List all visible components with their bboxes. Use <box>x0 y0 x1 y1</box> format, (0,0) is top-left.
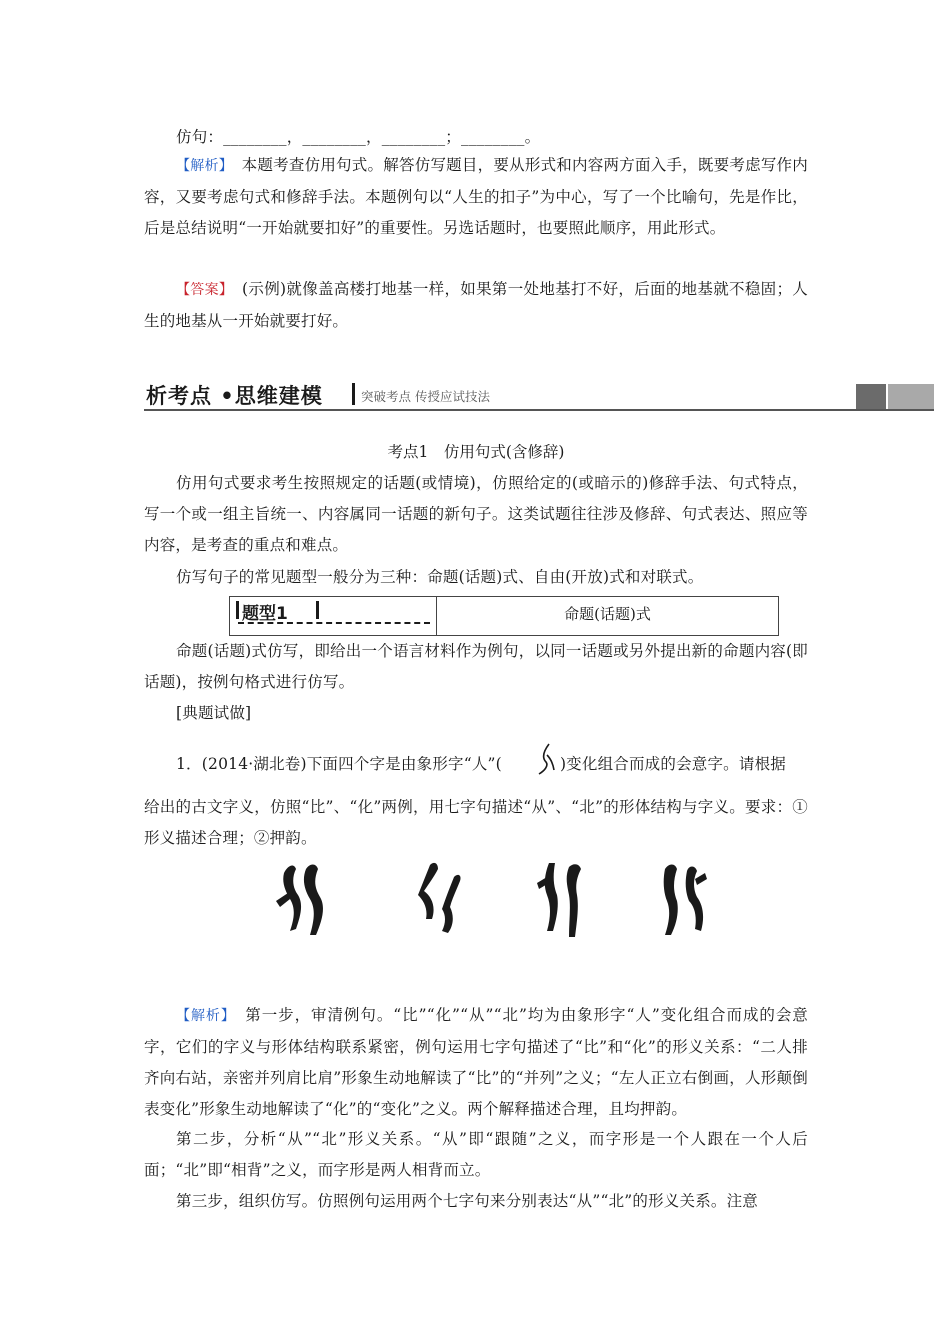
header-dark-block <box>856 384 886 410</box>
dianti-label: [典题试做] <box>176 704 252 722</box>
bei-glyph-icon <box>664 865 707 936</box>
kaodian-paragraph-2: 仿写句子的常见题型一般分为三种：命题(话题)式、自由(开放)式和对联式。 <box>176 568 704 586</box>
question-type-label-cell <box>230 597 437 635</box>
question-type-label: 题型1 <box>242 604 288 624</box>
question-1-after: )变化组合而成的会意字。请根据 <box>559 755 786 773</box>
question-1-line-2: 给出的古文字义，仿照“比”、“化”两例，用七字句描述“从”、“北”的形体结构与字义。要求：①形义描述合理；②押韵。 <box>144 798 808 847</box>
analysis-text: 本题考查仿用句式。解答仿写题目，要从形式和内容两方面入手，既要考虑写作内容，又要考虑句式和修辞手法。本题例句以“人生的扣子”为中心，写了一个比喻句，先是作比，后是总结说明“一开始就要扣好”的重要性。另选话题时，也要照此顺序，用此形式。 <box>144 156 808 237</box>
type-bar-left <box>236 601 239 619</box>
kaodian-title: 考点1 仿用句式(含修辞) <box>387 443 565 461</box>
section-subtitle: 突破考点 传授应试技法 <box>361 389 490 404</box>
cong-glyph-icon <box>537 863 581 937</box>
answer-tag: 【答案】 <box>176 282 227 298</box>
type-bar-right <box>316 601 319 619</box>
kaodian-paragraph-1: 仿用句式要求考生按照规定的话题(或情境)，仿照给定的(或暗示的)修辞手法、句式特点，写一个或一组主旨统一、内容属同一话题的新句子。这类试题往往涉及修辞、句式表达、照应等内容，是考查的重点和难点。 <box>144 474 808 554</box>
analysis2-text-1: 第一步，审清例句。“比”“化”“从”“北”均为由象形字“人”变化组合而成的会意字，它们的字义与形体结构联系紧密，例句运用七字句描述了“比”和“化”的形义关系：“二人排齐向右站，亲密并列肩比肩”形象生动地解读了“比”的“并列”之义；“左人正立右倒画，人形颠倒表变化”形象生动地解读了“化”的“变化”之义。两个解释描述合理，且均押韵。 <box>144 1006 808 1118</box>
question-type-name: 命题(话题)式 <box>564 605 651 623</box>
analysis2-paragraph-3: 第三步，组织仿写。仿照例句运用两个七字句来分别表达“从”“北”的形义关系。注意 <box>176 1192 758 1210</box>
analysis-paragraph <box>144 150 808 244</box>
type-dashed-rule <box>238 622 430 624</box>
question-type-box <box>229 596 779 636</box>
answer-paragraph <box>144 274 808 337</box>
kaodian-paragraph-3: 命题(话题)式仿写，即给出一个语言材料作为例句，以同一话题或另外提出新的命题内容(即话题)，按例句格式进行仿写。 <box>144 642 808 691</box>
section-separator <box>352 383 355 405</box>
hua-glyph-icon <box>418 863 461 933</box>
analysis2-tag: 【解析】 <box>176 1008 229 1024</box>
ren-glyph-icon <box>502 742 560 788</box>
header-light-block <box>888 384 934 410</box>
answer-text: (示例)就像盖高楼打地基一样，如果第一处地基打不好，后面的地基就不稳固；人生的地基从一开始就要打好。 <box>144 280 808 330</box>
imitation-line: 仿句：________，________，________；________。 <box>176 128 541 146</box>
analysis2-paragraph-2: 第二步，分析“从”“北”形义关系。“从”即“跟随”之义，而字形是一个人跟在一个人后面；“北”即“相背”之义，而字形是两人相背而立。 <box>144 1130 808 1179</box>
question-1-line-1 <box>144 742 808 788</box>
question-1-before: 1．(2014·湖北卷)下面四个字是由象形字“人”( <box>176 755 502 773</box>
bi-glyph-icon <box>276 865 323 936</box>
section-header <box>144 378 934 412</box>
section-title: 析考点 •思维建模 <box>146 384 323 408</box>
header-rule <box>144 409 934 411</box>
analysis2-paragraph-1 <box>144 1000 808 1125</box>
ancient-glyphs-figure <box>270 855 720 945</box>
analysis-tag: 【解析】 <box>176 158 226 174</box>
